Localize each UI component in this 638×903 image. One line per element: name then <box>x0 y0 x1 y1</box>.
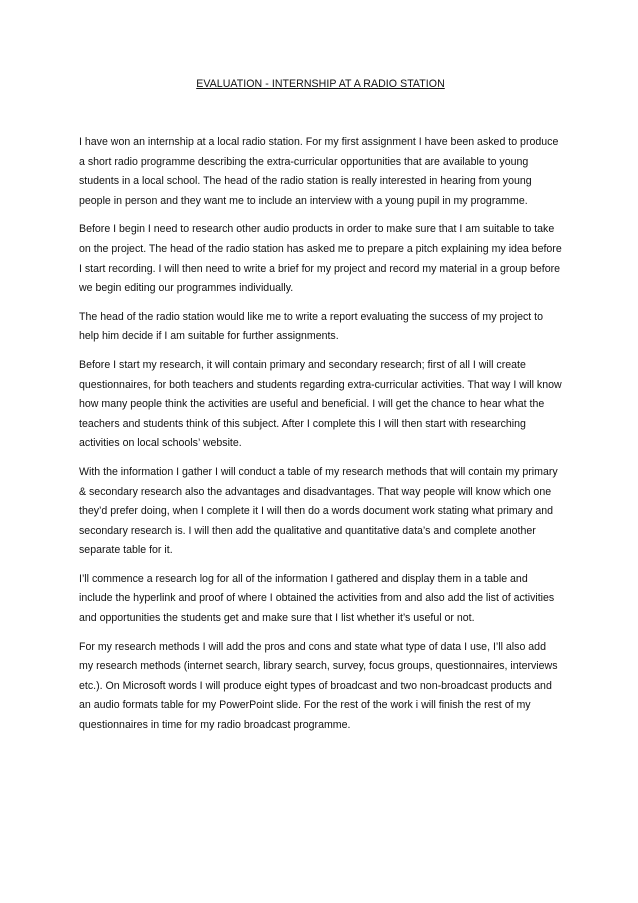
paragraph-before-begin: Before I begin I need to research other audio products in order to make sure that I am suitable to take on the project. The head of the radio station has asked me to prepare a pitch explaining my idea before I start recording. I will then need to write a brief for my project and record my material in a group before we begin editing our programmes individually. <box>79 223 562 295</box>
paragraph-report: The head of the radio station would like me to write a report evaluating the success of my project to help him decide if I am suitable for further assignments. <box>79 310 544 343</box>
document-title: EVALUATION - INTERNSHIP AT A RADIO STATION <box>196 78 445 90</box>
paragraph-research-plan: Before I start my research, it will contain primary and secondary research; first of all I will create questionnaires, for both teachers and students regarding extra-curricular activities. That way I will know how many people think the activities are useful and beneficial. I will get the chance to hear what the teachers and students think of this subject. After I complete this I will then start with researching activities on local schools’ website. <box>79 358 562 450</box>
paragraph-research-methods: For my research methods I will add the pros and cons and state what type of data I use, I’ll also add my research methods (internet search, library search, survey, focus groups, questionnaires, interviews etc.). On Microsoft words I will produce eight types of broadcast and two non-broadcast products and an audio formats table for my PowerPoint slide. For the rest of the work i will finish the rest of my questionnaires in time for my radio broadcast programme. <box>79 640 558 732</box>
paragraph-research-log: I’ll commence a research log for all of the information I gathered and display them in a table and include the hyperlink and proof of where I obtained the activities from and also add the list of activities and opportunities the students get and make sure that I list whether it’s useful or not. <box>79 572 555 625</box>
paragraph-internship-intro: I have won an internship at a local radio station. For my first assignment I have been asked to produce a short radio programme describing the extra-curricular opportunities that are available to young students in a local school. The head of the radio station is really interested in hearing from young people in person and they want me to include an interview with a young pupil in my programme. <box>79 136 559 207</box>
paragraph-research-table: With the information I gather I will conduct a table of my research methods that will contain my primary & secondary research also the advantages and disadvantages. That way people will know which one they’d prefer doing, when I complete it I will then do a words document work stating what primary and secondary research is. I will then add the qualitative and quantitative data’s and complete another separate table for it. <box>79 465 558 557</box>
